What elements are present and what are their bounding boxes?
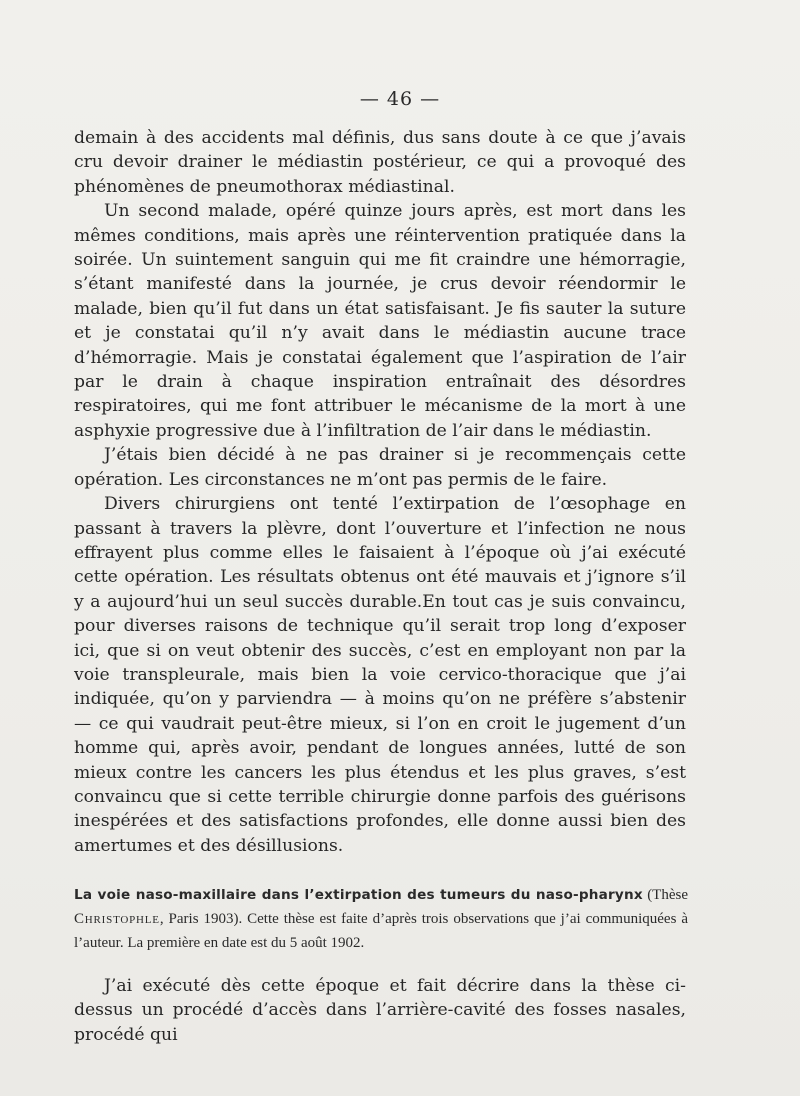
final-text-block — [74, 974, 686, 1047]
note-text-after-name: , Paris 1903). Cette thèse est faite d’après trois observations que j’ai communiquées à l’auteur. La première en date est du 5 août 1902. — [74, 911, 688, 951]
page-number: — 46 — — [359, 88, 441, 110]
note-text-before-name: (Thèse — [647, 887, 688, 903]
paragraph-surgeons: Divers chirurgiens ont tenté l’extirpation de l’œsophage en passant à travers la plèvre, dont l’ouverture et l’infection ne nous effrayent plus comme elles le faisaient à l’époque où j’ai exécuté cette opération. Les résultats obtenus ont été mauvais et j’ignore s’il y a aujourd’hui un seul succès durable.En tout cas je suis convaincu, pour diverses raisons de technique qu’il serait trop long d’exposer ici, que si on veut obtenir des succès, c’est en employant non par la voie transpleurale, mais bien la voie cervico-thoracique que j’ai indiquée, qu’on y parviendra — à moins qu’on ne préfère s’abstenir — ce qui vaudrait peut-être mieux, si l’on en croit le jugement d’un homme qui, après avoir, pendant de longues années, lutté de son mieux contre les cancers les plus étendus et les plus graves, s’est convaincu que si cette terrible chirurgie donne parfois des guérisons inespérées et des satisfactions profondes, elle donne aussi bien des amertumes et des désillusions. — [74, 494, 686, 856]
note-title: La voie naso-maxillaire dans l’extirpation des tumeurs du naso-pharynx — [74, 887, 643, 903]
bibliographic-note — [74, 883, 688, 955]
paragraph-second-patient: Un second malade, opéré quinze jours après, est mort dans les mêmes conditions, mais après une réintervention pratiquée dans la soirée. Un suintement sanguin qui me fit craindre une hémorragie, s’étant manifesté dans la journée, je crus devoir réendormir le malade, bien qu’il fut dans un état satisfaisant. Je fis sauter la suture et je constatai qu’il n’y avait dans le médiastin aucune trace d’hémorragie. Mais je constatai également que l’aspiration de l’air par le drain à chaque inspiration entraînait des désordres respiratoires, qui me font attribuer le mécanisme de la mort à une asphyxie progressive due à l’infiltration de l’air dans le médiastin. — [74, 201, 686, 441]
note-author-name: Christophle — [74, 911, 160, 927]
paragraph-final: J’ai exécuté dès cette époque et fait décrire dans la thèse ci-dessus un procédé d’accès dans l’arrière-cavité des fosses nasales, procédé qui — [74, 976, 686, 1045]
paragraph-decision: J’étais bien décidé à ne pas drainer si je recommençais cette opération. Les circonstances ne m’ont pas permis de le faire. — [74, 445, 686, 490]
main-text-block — [74, 126, 686, 858]
note-paragraph — [74, 883, 688, 955]
paragraph-continuation: demain à des accidents mal définis, dus sans doute à ce que j’avais cru devoir drainer le médiastin postérieur, ce qui a provoqué des phénomènes de pneumothorax médiastinal. — [74, 128, 686, 197]
